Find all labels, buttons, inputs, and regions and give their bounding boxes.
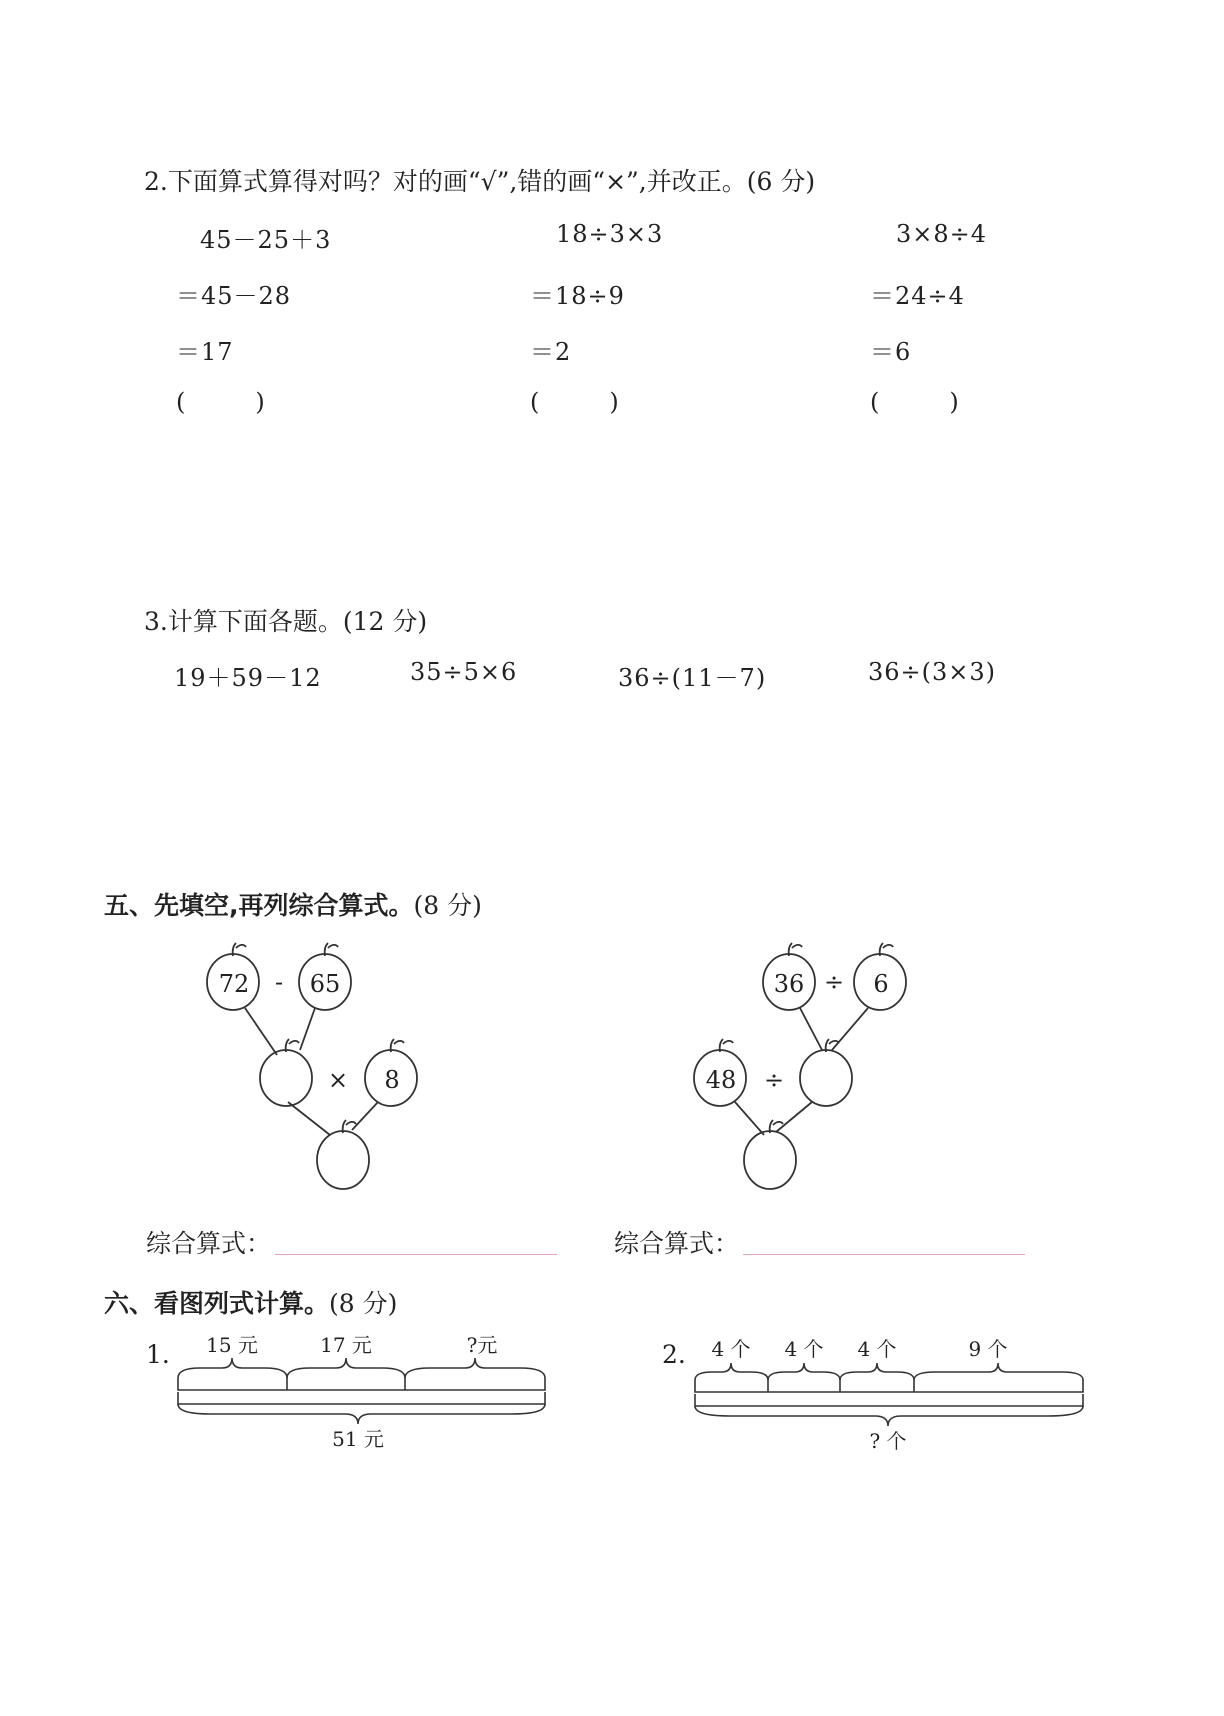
q3-item-3: 36÷(11－7) [618, 664, 767, 692]
q3-item-4: 36÷(3×3) [868, 658, 997, 686]
apple-icon [744, 1120, 796, 1189]
tree2-op1: ÷ [823, 968, 845, 996]
formula-label-2: 综合算式： [614, 1229, 740, 1258]
p1-seg-1-label: 15 元 [206, 1333, 258, 1357]
formula-label-1: 综合算式： [146, 1229, 272, 1258]
problem-2-number: 2. [662, 1340, 686, 1369]
segment-diagram-2 [695, 1363, 1083, 1426]
q2-col2-paren[interactable]: ( ) [530, 388, 620, 416]
p2-seg-2-label: 4 个 [784, 1337, 824, 1361]
p1-total-label: 51 元 [332, 1427, 384, 1451]
formula-blank-2[interactable] [743, 1254, 1025, 1255]
tree1-connector [300, 1008, 315, 1050]
p2-total-label: ? 个 [869, 1429, 907, 1453]
q2-col1-line3: ＝17 [176, 338, 234, 366]
q2-col1-line2: ＝45－28 [176, 282, 292, 310]
section-6-title-text: 六、看图列式计算。 [104, 1289, 330, 1318]
apple-icon [260, 1039, 312, 1106]
tree1-connector [352, 1102, 378, 1130]
p2-seg-1-label: 4 个 [711, 1337, 751, 1361]
problem-1-number: 1. [146, 1340, 170, 1369]
tree1-connector [288, 1102, 330, 1135]
tree1-op2: × [327, 1066, 349, 1094]
tree2-connector [735, 1102, 764, 1135]
q2-col1-paren[interactable]: ( ) [176, 388, 266, 416]
tree1-connector [245, 1008, 277, 1055]
apple-icon [800, 1039, 852, 1106]
q2-col3-line3: ＝6 [870, 338, 912, 366]
segment-diagram-1 [178, 1358, 545, 1424]
p1-seg-2-label: 17 元 [320, 1333, 372, 1357]
section-6-points: (8 分) [329, 1289, 398, 1318]
q3-item-2: 35÷5×6 [410, 658, 518, 686]
tree1-op1: - [274, 968, 284, 996]
tree2-a: 36 [773, 970, 805, 998]
p2-seg-3-label: 4 个 [857, 1337, 897, 1361]
q2-col2-line3: ＝2 [530, 338, 572, 366]
q2-col3-line2: ＝24÷4 [870, 282, 965, 310]
q3-title: 3.计算下面各题。(12 分) [144, 607, 428, 636]
q2-col2-line1: 18÷3×3 [556, 220, 664, 248]
section-5-points: (8 分) [413, 891, 482, 920]
section-5-title-text: 五、先填空,再列综合算式。 [104, 891, 414, 920]
q2-col1-line1: 45－25＋3 [200, 226, 332, 254]
q2-col3-line1: 3×8÷4 [896, 220, 988, 248]
tree2-c: 48 [705, 1066, 737, 1094]
tree1-c: 8 [384, 1066, 400, 1094]
tree2-connector [776, 1102, 812, 1132]
tree2-b: 6 [873, 970, 889, 998]
tree2-op2: ÷ [763, 1066, 785, 1094]
tree1-a: 72 [218, 970, 250, 998]
tree1-b: 65 [309, 970, 341, 998]
p1-seg-3-label: ?元 [466, 1333, 498, 1357]
section-6-title [104, 1284, 397, 1320]
tree2-connector [832, 1008, 868, 1050]
tree2-connector [800, 1008, 822, 1050]
q2-col2-line2: ＝18÷9 [530, 282, 625, 310]
p2-seg-4-label: 9 个 [968, 1337, 1008, 1361]
q2-col3-paren[interactable]: ( ) [870, 388, 960, 416]
q3-item-1: 19＋59－12 [174, 664, 322, 692]
formula-blank-1[interactable] [275, 1254, 557, 1255]
q2-title: 2.下面算式算得对吗？对的画“√”,错的画“×”,并改正。(6 分) [144, 167, 816, 196]
